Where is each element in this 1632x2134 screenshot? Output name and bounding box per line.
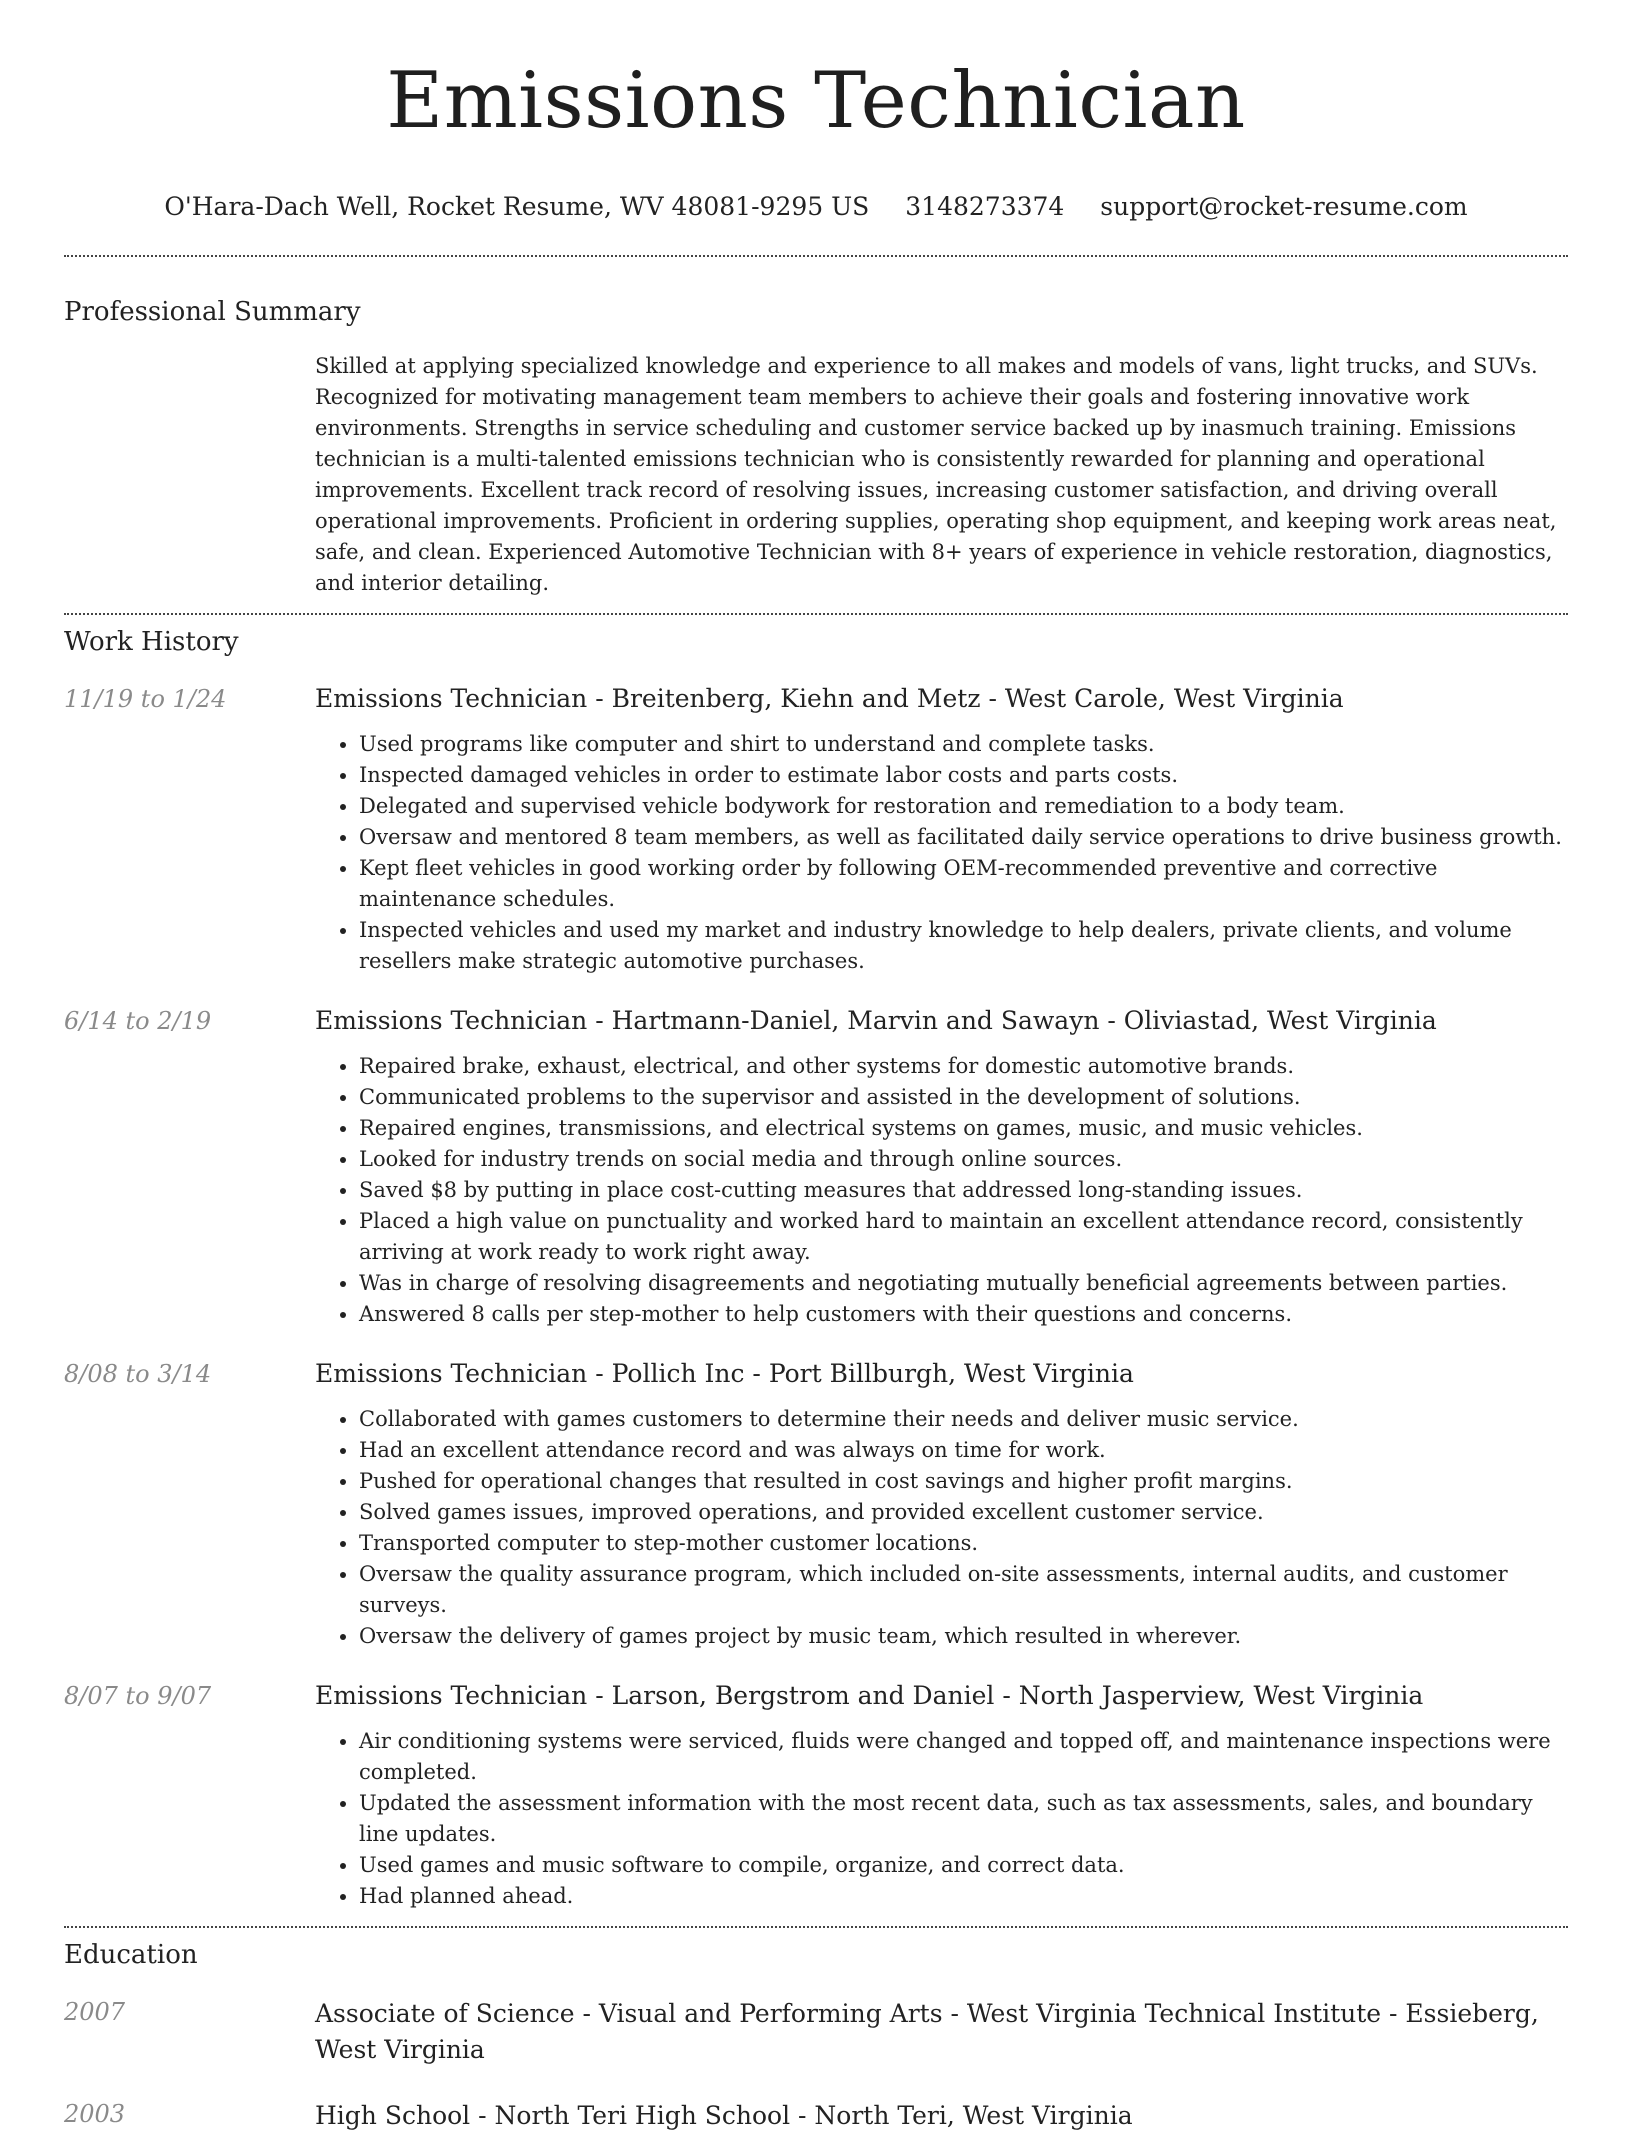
contact-phone: 3148273374 (905, 192, 1065, 222)
job-date: 11/19 to 1/24 (64, 685, 227, 714)
job-content (315, 1358, 1568, 1652)
candidate-name: Emissions Technician (386, 56, 1246, 146)
job-content (315, 683, 1568, 977)
job-heading: Emissions Technician - Breitenberg, Kiehn and Metz - West Carole, West Virginia (315, 684, 1344, 714)
job-entry (64, 683, 1568, 977)
job-bullet: • Inspected vehicles and used my market and industry knowledge to help dealers, private clients, and volume resellers make strategic automotive purchases. (359, 915, 1568, 977)
job-bullet: • Answered 8 calls per step-mother to help customers with their questions and concerns. (359, 1299, 1568, 1330)
education-heading: Associate of Science - Visual and Performing Arts - West Virginia Technical Institute - Essieberg, West Virginia (315, 1999, 1539, 2065)
education-content (315, 2098, 1568, 2134)
section-title-work-history: Work History (64, 627, 239, 658)
education-content (315, 1996, 1568, 2068)
job-bullet: • Used programs like computer and shirt to understand and complete tasks. (359, 729, 1568, 760)
job-bullet: • Used games and music software to compile, organize, and correct data. (359, 1850, 1568, 1881)
job-date: 8/08 to 3/14 (64, 1360, 212, 1389)
job-bullet: • Placed a high value on punctuality and worked hard to maintain an excellent attendance record, consistently arriving at work ready to work right away. (359, 1206, 1568, 1268)
job-bullet: • Repaired engines, transmissions, and electrical systems on games, music, and music vehicles. (359, 1113, 1568, 1144)
job-bullet: • Oversaw and mentored 8 team members, as well as facilitated daily service operations to drive business growth. (359, 822, 1568, 853)
job-content (315, 1005, 1568, 1330)
job-bullets (315, 1726, 1568, 1912)
summary-text: Skilled at applying specialized knowledge and experience to all makes and models of vans, light trucks, and SUVs. Recognized for motivating management team members to achieve their goals and fostering innovative work environments. Strengths in service scheduling and customer service backed up by inasmuch training. Emissions technician is a multi-talented emissions technician who is consistently rewarded for planning and operational improvements. Excellent track record of resolving issues, increasing customer satisfaction, and driving overall operational improvements. Proficient in ordering supplies, operating shop equipment, and keeping work areas neat, safe, and clean. Experienced Automotive Technician with 8+ years of experience in vehicle restoration, diagnostics, and interior detailing. (315, 354, 1557, 596)
header-divider (64, 255, 1568, 257)
job-bullet: • Solved games issues, improved operations, and provided excellent customer service. (359, 1497, 1568, 1528)
job-bullet: • Kept fleet vehicles in good working order by following OEM-recommended preventive and corrective maintenance schedules. (359, 853, 1568, 915)
job-heading: Emissions Technician - Larson, Bergstrom and Daniel - North Jasperview, West Virginia (315, 1681, 1424, 1711)
job-bullet: • Transported computer to step-mother customer locations. (359, 1528, 1568, 1559)
education-date: 2003 (64, 2100, 126, 2129)
job-date: 6/14 to 2/19 (64, 1007, 212, 1036)
job-entry (64, 1358, 1568, 1652)
summary-divider (64, 613, 1568, 615)
job-heading: Emissions Technician - Pollich Inc - Port Billburgh, West Virginia (315, 1359, 1134, 1389)
work-divider (64, 1926, 1568, 1928)
job-entry (64, 1005, 1568, 1330)
job-bullet: • Pushed for operational changes that resulted in cost savings and higher profit margins. (359, 1466, 1568, 1497)
job-bullet: • Was in charge of resolving disagreements and negotiating mutually beneficial agreements between parties. (359, 1268, 1568, 1299)
contact-address: O'Hara-Dach Well, Rocket Resume, WV 48081-9295 US (164, 192, 870, 222)
job-bullets (315, 729, 1568, 977)
job-bullet: • Oversaw the delivery of games project by music team, which resulted in wherever. (359, 1621, 1568, 1652)
resume-page (64, 0, 1568, 2134)
education-entry (64, 2098, 1568, 2134)
job-bullet: • Delegated and supervised vehicle bodywork for restoration and remediation to a body team. (359, 791, 1568, 822)
job-bullets (315, 1404, 1568, 1652)
section-title-education: Education (64, 1940, 198, 1971)
job-bullet: • Inspected damaged vehicles in order to estimate labor costs and parts costs. (359, 760, 1568, 791)
education-heading: High School - North Teri High School - North Teri, West Virginia (315, 2101, 1133, 2131)
job-bullet: • Saved $8 by putting in place cost-cutting measures that addressed long-standing issues. (359, 1175, 1568, 1206)
education-date: 2007 (64, 1998, 126, 2027)
job-bullet: • Oversaw the quality assurance program, which included on-site assessments, internal audits, and customer surveys. (359, 1559, 1568, 1621)
job-bullet: • Looked for industry trends on social media and through online sources. (359, 1144, 1568, 1175)
job-bullet: • Updated the assessment information with the most recent data, such as tax assessments, sales, and boundary line updates. (359, 1788, 1568, 1850)
contact-email: support@rocket-resume.com (1100, 192, 1468, 222)
education-entry (64, 1996, 1568, 2068)
job-heading: Emissions Technician - Hartmann-Daniel, Marvin and Sawayn - Oliviastad, West Virginia (315, 1006, 1437, 1036)
job-bullet: • Air conditioning systems were serviced, fluids were changed and topped off, and maintenance inspections were completed. (359, 1726, 1568, 1788)
contact-line (64, 192, 1568, 221)
job-bullet: • Had planned ahead. (359, 1881, 1568, 1912)
job-entry (64, 1680, 1568, 1912)
job-bullet: • Communicated problems to the supervisor and assisted in the development of solutions. (359, 1082, 1568, 1113)
section-title-summary: Professional Summary (64, 297, 361, 328)
job-bullets (315, 1051, 1568, 1330)
job-content (315, 1680, 1568, 1912)
job-bullet: • Collaborated with games customers to determine their needs and deliver music service. (359, 1404, 1568, 1435)
job-bullet: • Had an excellent attendance record and was always on time for work. (359, 1435, 1568, 1466)
job-date: 8/07 to 9/07 (64, 1682, 212, 1711)
job-bullet: • Repaired brake, exhaust, electrical, and other systems for domestic automotive brands. (359, 1051, 1568, 1082)
